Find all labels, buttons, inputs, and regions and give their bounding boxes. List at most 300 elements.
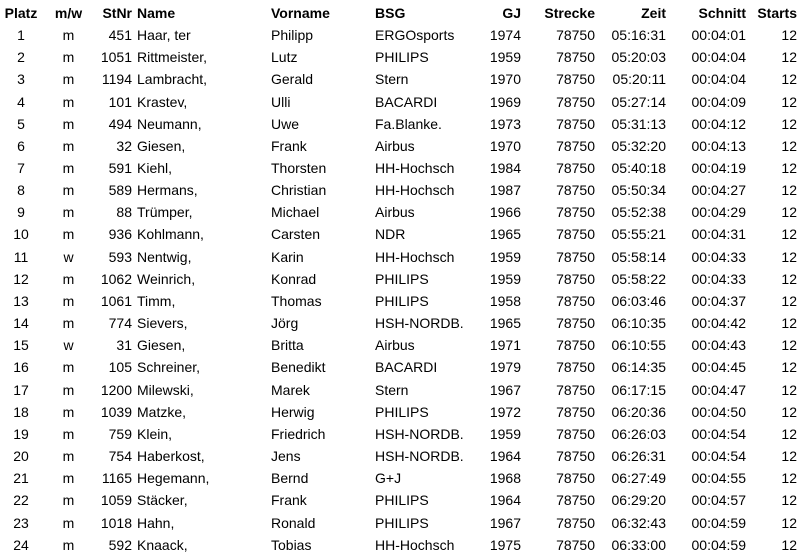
cell-mw: m (62, 270, 75, 287)
cell-vorname: Michael (271, 204, 320, 221)
cell-vorname: Britta (271, 337, 304, 354)
cell-strecke: 78750 (556, 315, 595, 332)
table-row (0, 467, 797, 489)
cell-name: Haar, ter (137, 27, 191, 44)
cell-vorname: Benedikt (271, 359, 326, 376)
cell-vorname: Christian (271, 182, 327, 199)
cell-mw: m (62, 292, 75, 309)
table-row (0, 290, 797, 312)
cell-gj: 1969 (489, 93, 521, 110)
cell-strecke: 78750 (556, 337, 595, 354)
cell-bsg: HH-Hochsch (375, 248, 455, 265)
cell-stnr: 1165 (101, 470, 132, 487)
cell-name: Knaack, (137, 536, 188, 553)
cell-strecke: 78750 (556, 27, 595, 44)
cell-stnr: 451 (108, 27, 132, 44)
header-zeit: Zeit (641, 5, 666, 21)
table-row (0, 179, 797, 201)
cell-schnitt: 00:04:54 (691, 425, 746, 442)
cell-gj: 1959 (489, 49, 521, 66)
cell-schnitt: 00:04:12 (691, 115, 746, 132)
cell-platz: 7 (17, 160, 25, 177)
cell-zeit: 05:55:21 (611, 226, 666, 243)
cell-name: Nentwig, (137, 248, 192, 265)
cell-name: Haberkost, (137, 448, 205, 465)
cell-platz: 24 (13, 536, 29, 553)
cell-mw: m (62, 226, 75, 243)
cell-bsg: Airbus (375, 204, 415, 221)
cell-strecke: 78750 (556, 403, 595, 420)
cell-mw: m (62, 115, 75, 132)
cell-vorname: Frank (271, 137, 307, 154)
cell-schnitt: 00:04:09 (691, 93, 746, 110)
cell-platz: 5 (17, 115, 25, 132)
cell-stnr: 1059 (100, 492, 132, 509)
table-row (0, 201, 797, 223)
header-name: Name (137, 5, 176, 21)
cell-starts: 12 (781, 71, 797, 88)
cell-stnr: 936 (108, 226, 132, 243)
cell-platz: 4 (17, 93, 25, 110)
cell-stnr: 774 (108, 315, 132, 332)
cell-gj: 1966 (489, 204, 521, 221)
cell-strecke: 78750 (556, 359, 595, 376)
table-row (0, 401, 797, 423)
cell-stnr: 32 (116, 137, 132, 154)
cell-strecke: 78750 (556, 270, 595, 287)
cell-stnr: 88 (116, 204, 132, 221)
cell-gj: 1970 (489, 137, 521, 154)
cell-bsg: HH-Hochsch (375, 536, 455, 553)
cell-name: Milewski, (137, 381, 194, 398)
cell-bsg: PHILIPS (375, 292, 429, 309)
cell-starts: 12 (781, 93, 797, 110)
cell-starts: 12 (781, 448, 797, 465)
cell-stnr: 759 (108, 425, 132, 442)
cell-vorname: Karin (271, 248, 304, 265)
table-row (0, 312, 797, 334)
cell-vorname: Friedrich (271, 425, 326, 442)
cell-vorname: Lutz (271, 49, 298, 66)
cell-bsg: PHILIPS (375, 270, 429, 287)
table-row (0, 90, 797, 112)
cell-stnr: 1018 (100, 514, 132, 531)
cell-strecke: 78750 (556, 93, 595, 110)
cell-zeit: 05:16:31 (611, 27, 666, 44)
cell-stnr: 1194 (101, 71, 132, 88)
cell-gj: 1987 (489, 182, 521, 199)
cell-zeit: 06:32:43 (611, 514, 666, 531)
cell-strecke: 78750 (556, 381, 595, 398)
cell-bsg: PHILIPS (375, 514, 429, 531)
cell-schnitt: 00:04:01 (691, 27, 746, 44)
cell-schnitt: 00:04:04 (691, 71, 746, 88)
cell-strecke: 78750 (556, 536, 595, 553)
header-schnitt: Schnitt (698, 5, 746, 21)
cell-starts: 12 (781, 49, 797, 66)
cell-mw: m (62, 403, 75, 420)
cell-gj: 1964 (489, 492, 521, 509)
cell-zeit: 05:27:14 (611, 93, 666, 110)
cell-starts: 12 (781, 137, 797, 154)
cell-strecke: 78750 (556, 514, 595, 531)
table-row (0, 46, 797, 68)
cell-vorname: Jörg (271, 315, 299, 332)
cell-vorname: Marek (271, 381, 310, 398)
cell-stnr: 592 (108, 536, 132, 553)
cell-platz: 15 (13, 337, 29, 354)
cell-strecke: 78750 (556, 137, 595, 154)
cell-gj: 1984 (489, 160, 521, 177)
cell-starts: 12 (781, 204, 797, 221)
cell-starts: 12 (781, 27, 797, 44)
cell-strecke: 78750 (556, 425, 595, 442)
cell-name: Neumann, (137, 115, 202, 132)
table-row (0, 489, 797, 511)
header-stnr: StNr (102, 5, 132, 21)
cell-strecke: 78750 (556, 448, 595, 465)
cell-strecke: 78750 (556, 160, 595, 177)
table-row (0, 379, 797, 401)
cell-stnr: 589 (108, 182, 132, 199)
cell-platz: 19 (13, 425, 29, 442)
cell-strecke: 78750 (556, 470, 595, 487)
cell-platz: 17 (13, 381, 29, 398)
cell-name: Rittmeister, (137, 49, 208, 66)
cell-bsg: HH-Hochsch (375, 182, 455, 199)
cell-bsg: Stern (375, 381, 409, 398)
cell-zeit: 06:17:15 (611, 381, 666, 398)
cell-name: Lambracht, (137, 71, 208, 88)
cell-starts: 12 (781, 403, 797, 420)
cell-strecke: 78750 (556, 49, 595, 66)
cell-strecke: 78750 (556, 182, 595, 199)
cell-name: Krastev, (137, 93, 188, 110)
cell-starts: 12 (781, 536, 797, 553)
cell-platz: 18 (13, 403, 29, 420)
cell-mw: w (63, 337, 74, 354)
cell-zeit: 05:32:20 (611, 137, 666, 154)
cell-mw: m (62, 137, 75, 154)
table-row (0, 113, 797, 135)
cell-name: Schreiner, (137, 359, 201, 376)
cell-starts: 12 (781, 337, 797, 354)
cell-mw: m (62, 448, 75, 465)
cell-name: Matzke, (137, 403, 187, 420)
cell-schnitt: 00:04:59 (691, 514, 746, 531)
cell-starts: 12 (781, 292, 797, 309)
table-row (0, 356, 797, 378)
cell-name: Timm, (137, 292, 176, 309)
cell-vorname: Herwig (271, 403, 315, 420)
cell-stnr: 1200 (100, 381, 132, 398)
cell-bsg: PHILIPS (375, 49, 429, 66)
cell-zeit: 06:26:31 (611, 448, 666, 465)
cell-gj: 1964 (489, 448, 521, 465)
cell-bsg: G+J (375, 470, 402, 487)
cell-zeit: 05:31:13 (611, 115, 666, 132)
cell-platz: 6 (17, 137, 25, 154)
header-bsg: BSG (375, 5, 406, 21)
cell-strecke: 78750 (556, 115, 595, 132)
cell-vorname: Konrad (271, 270, 317, 287)
header-starts: Starts (757, 5, 797, 21)
cell-name: Sievers, (137, 315, 188, 332)
cell-gj: 1975 (489, 536, 521, 553)
cell-stnr: 494 (108, 115, 132, 132)
cell-vorname: Jens (271, 448, 301, 465)
cell-starts: 12 (781, 115, 797, 132)
table-row (0, 445, 797, 467)
cell-strecke: 78750 (556, 492, 595, 509)
cell-schnitt: 00:04:42 (691, 315, 746, 332)
cell-gj: 1967 (489, 381, 521, 398)
cell-bsg: Fa.Blanke. (375, 115, 442, 132)
cell-zeit: 06:27:49 (611, 470, 666, 487)
cell-bsg: BACARDI (375, 93, 438, 110)
cell-gj: 1971 (489, 337, 521, 354)
cell-vorname: Ulli (271, 93, 291, 110)
cell-bsg: HH-Hochsch (375, 160, 455, 177)
cell-mw: m (62, 381, 75, 398)
cell-bsg: PHILIPS (375, 492, 429, 509)
cell-starts: 12 (781, 248, 797, 265)
cell-schnitt: 00:04:27 (691, 182, 746, 199)
cell-name: Kiehl, (137, 160, 173, 177)
header-gj: GJ (502, 5, 521, 21)
cell-mw: m (62, 49, 75, 66)
cell-bsg: HSH-NORDB. (375, 425, 464, 442)
cell-gj: 1967 (489, 514, 521, 531)
cell-vorname: Bernd (271, 470, 309, 487)
cell-zeit: 05:50:34 (611, 182, 666, 199)
cell-stnr: 31 (116, 337, 132, 354)
cell-strecke: 78750 (556, 226, 595, 243)
cell-bsg: Airbus (375, 337, 415, 354)
cell-platz: 11 (13, 248, 29, 265)
cell-zeit: 06:10:35 (611, 315, 666, 332)
cell-starts: 12 (781, 470, 797, 487)
cell-starts: 12 (781, 182, 797, 199)
cell-schnitt: 00:04:13 (691, 137, 746, 154)
table-row (0, 534, 797, 556)
cell-bsg: HSH-NORDB. (375, 448, 464, 465)
cell-platz: 13 (13, 292, 29, 309)
cell-platz: 12 (13, 270, 29, 287)
cell-bsg: PHILIPS (375, 403, 429, 420)
cell-platz: 23 (13, 514, 29, 531)
cell-schnitt: 00:04:47 (691, 381, 746, 398)
cell-name: Klein, (137, 425, 173, 442)
cell-stnr: 105 (108, 359, 132, 376)
cell-stnr: 593 (108, 248, 132, 265)
cell-mw: m (62, 182, 75, 199)
cell-platz: 21 (13, 470, 29, 487)
cell-platz: 3 (17, 71, 25, 88)
cell-gj: 1968 (489, 470, 521, 487)
header-mw: m/w (54, 5, 83, 21)
header-vorname: Vorname (271, 5, 330, 21)
cell-mw: m (62, 71, 75, 88)
cell-name: Giesen, (137, 137, 186, 154)
cell-vorname: Thomas (271, 292, 322, 309)
cell-mw: m (62, 470, 75, 487)
cell-platz: 9 (17, 204, 25, 221)
cell-gj: 1959 (489, 270, 521, 287)
header-row (0, 2, 797, 24)
cell-gj: 1965 (489, 315, 521, 332)
cell-platz: 22 (13, 492, 29, 509)
cell-name: Hermans, (137, 182, 198, 199)
cell-schnitt: 00:04:37 (691, 292, 746, 309)
cell-strecke: 78750 (556, 204, 595, 221)
cell-mw: m (62, 425, 75, 442)
cell-gj: 1972 (489, 403, 521, 420)
cell-gj: 1965 (489, 226, 521, 243)
cell-platz: 10 (13, 226, 29, 243)
cell-bsg: Airbus (375, 137, 415, 154)
cell-vorname: Carsten (271, 226, 321, 243)
table-row (0, 268, 797, 290)
cell-schnitt: 00:04:04 (691, 49, 746, 66)
cell-gj: 1974 (489, 27, 521, 44)
cell-mw: m (62, 359, 75, 376)
cell-starts: 12 (781, 492, 797, 509)
cell-strecke: 78750 (556, 71, 595, 88)
cell-platz: 14 (13, 315, 29, 332)
cell-strecke: 78750 (556, 292, 595, 309)
cell-zeit: 06:20:36 (611, 403, 666, 420)
cell-starts: 12 (781, 425, 797, 442)
cell-zeit: 06:03:46 (611, 292, 666, 309)
cell-schnitt: 00:04:55 (691, 470, 746, 487)
cell-schnitt: 00:04:45 (691, 359, 746, 376)
cell-mw: m (62, 514, 75, 531)
table-row (0, 246, 797, 268)
cell-bsg: ERGOsports (375, 27, 455, 44)
cell-mw: m (62, 492, 75, 509)
cell-schnitt: 00:04:59 (691, 536, 746, 553)
cell-vorname: Tobias (271, 536, 312, 553)
table-row (0, 135, 797, 157)
results-body (0, 24, 797, 556)
cell-starts: 12 (781, 226, 797, 243)
cell-stnr: 1051 (100, 49, 132, 66)
cell-mw: m (62, 93, 75, 110)
cell-vorname: Uwe (271, 115, 300, 132)
cell-zeit: 06:33:00 (611, 536, 666, 553)
cell-zeit: 05:58:22 (611, 270, 666, 287)
cell-name: Hahn, (137, 514, 175, 531)
cell-platz: 20 (13, 448, 29, 465)
cell-gj: 1979 (489, 359, 521, 376)
cell-gj: 1970 (489, 71, 521, 88)
cell-starts: 12 (781, 315, 797, 332)
cell-stnr: 101 (108, 93, 132, 110)
table-row (0, 511, 797, 533)
cell-zeit: 06:26:03 (611, 425, 666, 442)
cell-stnr: 1039 (100, 403, 132, 420)
cell-schnitt: 00:04:57 (691, 492, 746, 509)
cell-stnr: 1062 (100, 270, 132, 287)
cell-zeit: 06:29:20 (611, 492, 666, 509)
header-strecke: Strecke (544, 5, 595, 21)
cell-schnitt: 00:04:54 (691, 448, 746, 465)
cell-vorname: Philipp (271, 27, 314, 44)
cell-schnitt: 00:04:29 (691, 204, 746, 221)
cell-platz: 1 (17, 27, 25, 44)
cell-bsg: Stern (375, 71, 409, 88)
cell-schnitt: 00:04:33 (691, 248, 746, 265)
cell-vorname: Frank (271, 492, 307, 509)
cell-mw: m (62, 204, 75, 221)
cell-starts: 12 (781, 359, 797, 376)
cell-stnr: 754 (108, 448, 132, 465)
cell-vorname: Thorsten (271, 160, 327, 177)
cell-bsg: BACARDI (375, 359, 438, 376)
cell-platz: 8 (17, 182, 25, 199)
cell-mw: m (62, 27, 75, 44)
cell-stnr: 1061 (100, 292, 132, 309)
header-platz: Platz (4, 5, 38, 21)
cell-bsg: HSH-NORDB. (375, 315, 464, 332)
cell-starts: 12 (781, 160, 797, 177)
cell-platz: 2 (17, 49, 25, 66)
cell-strecke: 78750 (556, 248, 595, 265)
cell-vorname: Gerald (271, 71, 314, 88)
table-row (0, 423, 797, 445)
cell-zeit: 05:52:38 (611, 204, 666, 221)
table-row (0, 334, 797, 356)
cell-zeit: 05:20:03 (611, 49, 666, 66)
cell-name: Giesen, (137, 337, 186, 354)
cell-name: Weinrich, (137, 270, 196, 287)
cell-zeit: 05:58:14 (611, 248, 666, 265)
cell-zeit: 05:20:11 (612, 71, 666, 88)
cell-gj: 1958 (489, 292, 521, 309)
cell-gj: 1959 (489, 425, 521, 442)
table-row (0, 24, 797, 46)
cell-bsg: NDR (375, 226, 406, 243)
table-row (0, 157, 797, 179)
cell-mw: m (62, 315, 75, 332)
cell-gj: 1973 (489, 115, 521, 132)
cell-mw: m (62, 536, 75, 553)
cell-stnr: 591 (108, 160, 132, 177)
cell-zeit: 06:14:35 (611, 359, 666, 376)
cell-schnitt: 00:04:43 (691, 337, 746, 354)
cell-name: Kohlmann, (137, 226, 204, 243)
cell-schnitt: 00:04:33 (691, 270, 746, 287)
cell-name: Hegemann, (137, 470, 210, 487)
table-row (0, 68, 797, 90)
cell-schnitt: 00:04:50 (691, 403, 746, 420)
cell-mw: w (63, 248, 74, 265)
cell-starts: 12 (781, 514, 797, 531)
cell-gj: 1959 (489, 248, 521, 265)
results-table (0, 2, 797, 556)
cell-schnitt: 00:04:19 (691, 160, 746, 177)
cell-mw: m (62, 160, 75, 177)
cell-starts: 12 (781, 381, 797, 398)
table-row (0, 223, 797, 245)
cell-starts: 12 (781, 270, 797, 287)
cell-vorname: Ronald (271, 514, 316, 531)
cell-zeit: 06:10:55 (611, 337, 666, 354)
cell-name: Trümper, (137, 204, 193, 221)
cell-name: Stäcker, (137, 492, 188, 509)
cell-platz: 16 (13, 359, 29, 376)
